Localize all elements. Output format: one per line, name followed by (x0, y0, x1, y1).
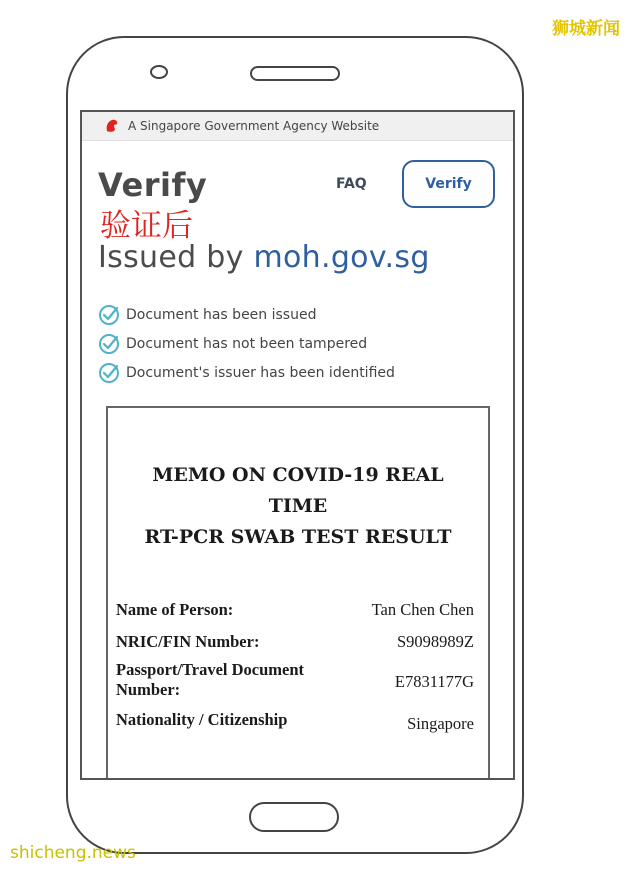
check-circle-icon (98, 304, 120, 326)
gov-masthead (82, 112, 513, 141)
issued-by-prefix: Issued by (98, 240, 254, 275)
field-value: Singapore (407, 714, 474, 733)
issuer-domain: moh.gov.sg (253, 240, 430, 275)
field-label-line: Number: (116, 680, 181, 699)
issued-by-heading (98, 240, 430, 275)
check-item (98, 329, 395, 358)
phone-speaker (250, 66, 340, 81)
check-item (98, 358, 395, 387)
watermark-logo-text: 狮城新闻 (552, 19, 620, 39)
check-item (98, 300, 395, 329)
check-circle-icon (98, 362, 120, 384)
test-result-document (106, 406, 490, 780)
phone-home-button[interactable] (249, 802, 339, 832)
faq-link[interactable]: FAQ (336, 176, 367, 192)
document-title-line: TIME (268, 495, 328, 517)
watermark-site-text: shicheng.news (10, 843, 136, 863)
caption-after-verify: 验证后 (100, 208, 193, 244)
check-text: Document's issuer has been identified (126, 364, 395, 381)
check-text: Document has not been tampered (126, 335, 368, 352)
field-label: Nationality / Citizenship (116, 710, 288, 729)
phone-screen (80, 110, 515, 780)
field-label (116, 660, 304, 700)
field-label-line: Passport/Travel Document (116, 660, 305, 679)
verification-checklist (98, 300, 395, 387)
document-title-line: RT-PCR SWAB TEST RESULT (144, 526, 452, 548)
phone-camera (150, 65, 168, 79)
field-value: E7831177G (394, 672, 474, 691)
lion-head-icon (104, 118, 120, 134)
field-value: S9098989Z (396, 632, 474, 651)
verify-button[interactable]: Verify (402, 160, 495, 208)
document-title-line: MEMO ON COVID-19 REAL (152, 464, 444, 486)
masthead-text: A Singapore Government Agency Website (128, 119, 380, 133)
field-label: NRIC/FIN Number: (116, 632, 260, 651)
brand-logo[interactable]: Verify (98, 166, 208, 204)
document-title (108, 460, 488, 553)
field-value: Tan Chen Chen (371, 600, 474, 619)
check-text: Document has been issued (126, 306, 317, 323)
check-circle-icon (98, 333, 120, 355)
field-label: Name of Person: (116, 600, 234, 619)
